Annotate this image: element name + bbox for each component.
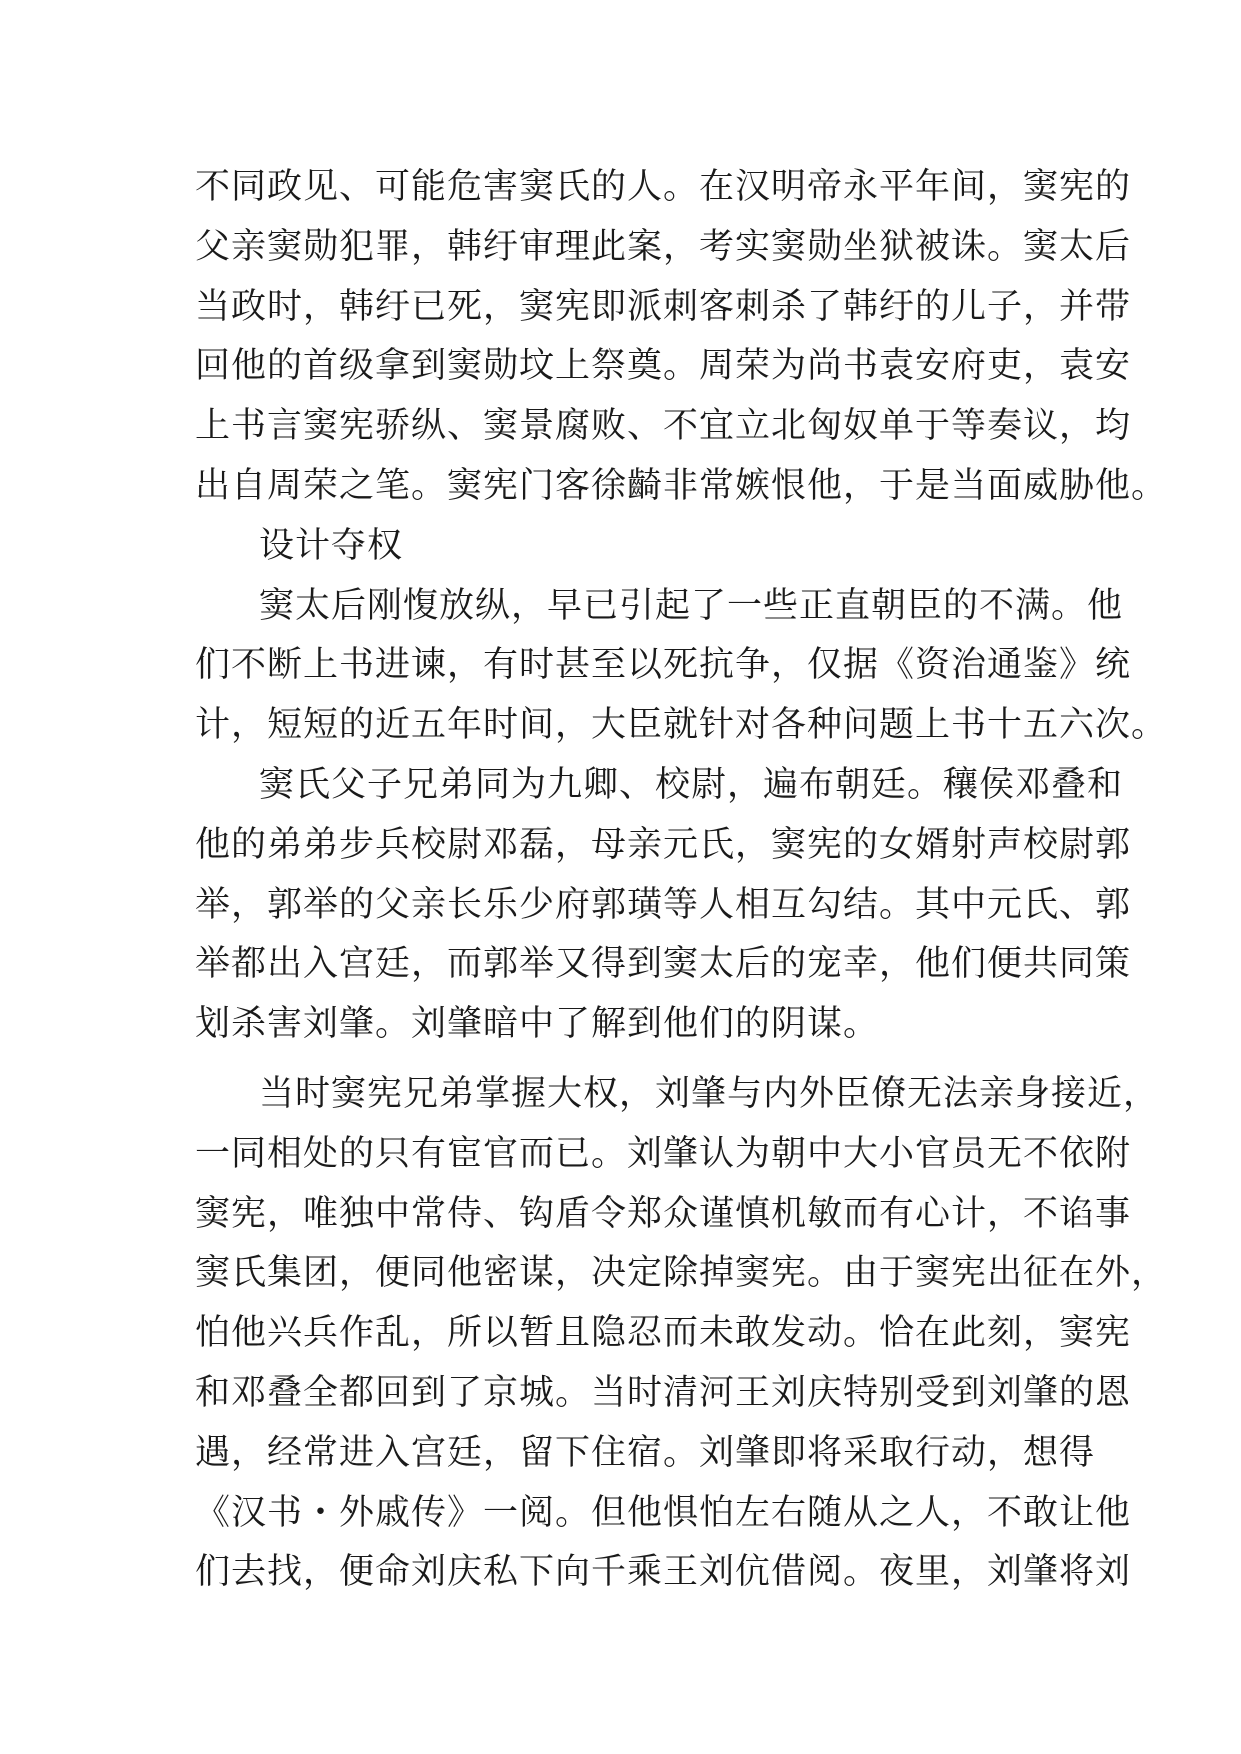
text-line: 遇，经常进入宫廷，留下住宿。刘肇即将采取行动，想得 <box>195 1432 1096 1473</box>
text-line: 当时窦宪兄弟掌握大权，刘肇与内外臣僚无法亲身接近， <box>259 1073 1160 1114</box>
paragraph-gap <box>195 1055 1055 1065</box>
text-line: 窦氏集团，便同他密谋，决定除掉窦宪。由于窦宪出征在外， <box>195 1253 1168 1294</box>
body-text <box>195 158 1168 1603</box>
text-line: 们去找，便命刘庆私下向千乘王刘伉借阅。夜里，刘肇将刘 <box>195 1552 1132 1593</box>
text-line: 举，郭举的父亲长乐少府郭璜等人相互勾结。其中元氏、郭 <box>195 884 1132 925</box>
text-line: 和邓叠全都回到了京城。当时清河王刘庆特别受到刘肇的恩 <box>195 1372 1132 1413</box>
text-line: 上书言窦宪骄纵、窦景腐败、不宜立北匈奴单于等奏议，均 <box>195 406 1132 447</box>
text-line: 出自周荣之笔。窦宪门客徐齮非常嫉恨他，于是当面威胁他。 <box>195 465 1168 506</box>
text-line: 不同政见、可能危害窦氏的人。在汉明帝永平年间，窦宪的 <box>195 167 1132 207</box>
text-line: 一同相处的只有宦官而已。刘肇认为朝中大小官员无不依附 <box>195 1133 1132 1174</box>
text-line: 父亲窦勋犯罪，韩纡审理此案，考实窦勋坐狱被诛。窦太后 <box>195 226 1132 267</box>
text-line: 计，短短的近五年时间，大臣就针对各种问题上书十五六次。 <box>195 705 1168 746</box>
text-line: 回他的首级拿到窦勋坟上祭奠。周荣为尚书袁安府吏，袁安 <box>195 346 1132 387</box>
text-line: 划杀害刘肇。刘肇暗中了解到他们的阴谋。 <box>195 1004 880 1045</box>
text-line: 怕他兴兵作乱，所以暂且隐忍而未敢发动。恰在此刻，窦宪 <box>195 1313 1132 1354</box>
text-line: 《汉书・外戚传》一阅。但他惧怕左右随从之人，不敢让他 <box>195 1492 1132 1533</box>
text-line: 窦宪，唯独中常侍、钩盾令郑众谨慎机敏而有心计，不谄事 <box>195 1193 1132 1234</box>
text-line: 当政时，韩纡已死，窦宪即派刺客刺杀了韩纡的儿子，并带 <box>195 286 1132 327</box>
section-heading: 设计夺权 <box>259 525 404 566</box>
text-line: 他的弟弟步兵校尉邓磊，母亲元氏，窦宪的女婿射声校尉郭 <box>195 824 1132 865</box>
text-line: 举都出入宫廷，而郭举又得到窦太后的宠幸，他们便共同策 <box>195 944 1132 985</box>
text-line: 窦太后刚愎放纵，早已引起了一些正直朝臣的不满。他 <box>259 585 1124 626</box>
text-line: 窦氏父子兄弟同为九卿、校尉，遍布朝廷。穰侯邓叠和 <box>259 764 1124 805</box>
text-line: 们不断上书进谏，有时甚至以死抗争，仅据《资治通鉴》统 <box>195 645 1132 686</box>
